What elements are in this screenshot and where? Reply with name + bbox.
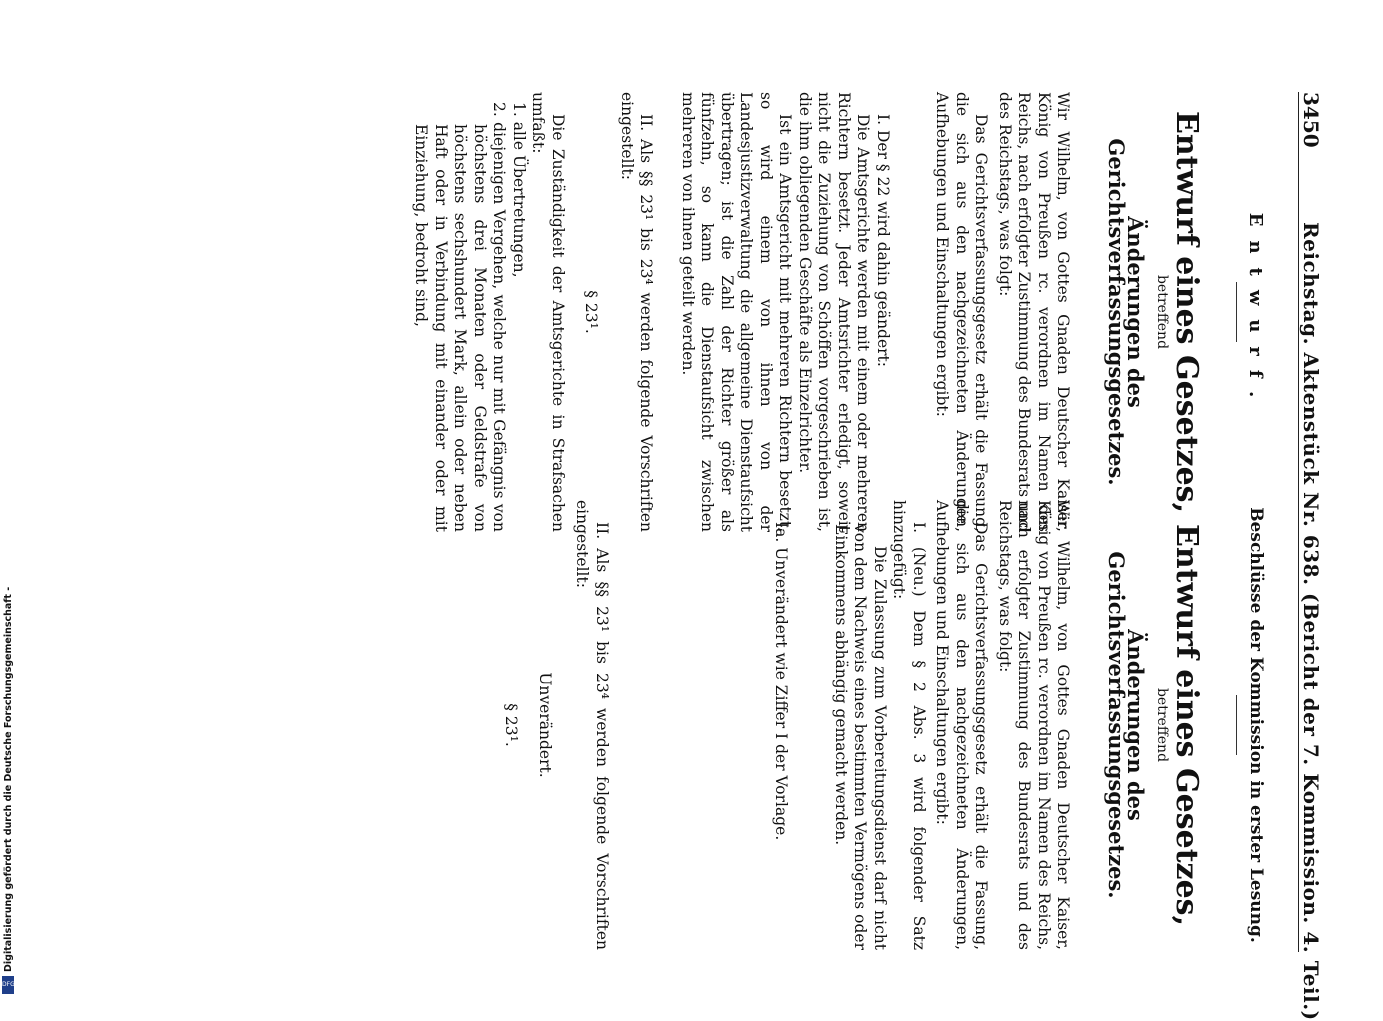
law-subject: Änderungen des Gerichtsverfassungsgesetzes. (1104, 138, 1149, 486)
betreffend-label: betreffend (1154, 274, 1170, 350)
intro-paragraph: Das Gerichtsverfassungsgesetz erhält die Fassung, die sich aus den nachgezeichneten Änderungen, Aufhebungen und Einschaltungen ergibt: (933, 92, 991, 532)
section-1: I. Der § 22 wird dahin geändert: (874, 114, 892, 368)
list-item: 2. diejenigen Vergehen, welche nur mit Gefängnis von höchstens drei Monaten oder Geldstrafe von höchstens sechshundert Mark, allein oder neben Haft oder in Verbindung mit einander oder mit Einziehung, bedroht sind, (412, 102, 509, 532)
column-beschluesse (501, 500, 1265, 950)
header-rule (1298, 92, 1299, 952)
dfg-logo: DFG (2, 976, 14, 994)
section-1-paragraph-2: Ist ein Amtsgericht mit mehreren Richtern besetzt, so wird einem von ihnen von der Landesjustizverwaltung die allgemeine Dienstaufsicht übertragen; ist die Zahl der Richter größer als fünfzehn, so kann die Dienstaufsicht zwischen mehreren von ihnen geteilt werden. (679, 92, 795, 532)
law-subject: Änderungen des Gerichtsverfassungsgesetzes. (1104, 551, 1149, 899)
betreffend-label: betreffend (1154, 687, 1170, 763)
preamble: Wir Wilhelm, von Gottes Gnaden Deutscher Kaiser, König von Preußen rc. verordnen im Namen des Reichs, nach erfolgter Zustimmung des Bundesrats und des Reichstags, was folgt: (996, 92, 1073, 532)
intro-paragraph: Das Gerichtsverfassungsgesetz erhält die Fassung, die sich aus den nachgezeichneten Änderungen, Aufhebungen und Einschaltungen ergibt: (933, 500, 991, 950)
law-title: Entwurf eines Gesetzes, (1169, 523, 1205, 927)
heading-rule (1237, 695, 1238, 755)
unchanged-label: Unverändert. (536, 672, 554, 778)
page-number: 3450 (1299, 92, 1323, 148)
list-item: 1. alle Übertretungen, (510, 102, 528, 278)
section-2: II. Als §§ 23¹ bis 23⁴ werden folgende Vorschriften eingestellt: (618, 92, 656, 532)
column-heading: Entwurf. (1245, 212, 1266, 412)
dfg-note: Digitalisierung gefördert durch die Deutsche Forschungsgemeinschaft - (3, 586, 14, 972)
section-new: I. (Neu.) Dem § 2 Abs. 3 wird folgender Satz hinzugefügt: (890, 500, 928, 950)
section-1a: Ia. Unverändert wie Ziffer I der Vorlage. (772, 522, 791, 841)
law-title: Entwurf eines Gesetzes, (1169, 110, 1205, 514)
dfg-credit (2, 586, 15, 994)
paragraph-number: § 23¹. (582, 290, 601, 334)
section-1-paragraph-1: Die Amtsgerichte werden mit einem oder mehreren Richtern besetzt. Jeder Amtsrichter erledigt, soweit nicht die Zuziehung von Schöffen vorgeschrieben ist, die ihm obliegenden Geschäfte als Einzelrichter. (796, 92, 873, 532)
column-entwurf (411, 92, 1265, 532)
paragraph-number: § 23¹. (502, 703, 521, 747)
section-2: II. Als §§ 23¹ bis 23⁴ werden folgende Vorschriften eingestellt: (573, 500, 611, 950)
header-title: Reichstag. Aktenstück Nr. 638. (Bericht der 7. Kommission. 4. Teil.) (1299, 222, 1323, 1021)
paragraph-text: Die Zuständigkeit der Amtsgerichte in Strafsachen umfaßt: (529, 92, 567, 532)
column-heading: Beschlüsse der Kommission in erster Lesung. (1246, 507, 1266, 943)
heading-rule (1237, 282, 1238, 342)
section-new-text: Die Zulassung zum Vorbereitungsdienst darf nicht von dem Nachweis eines bestimmten Vermögens oder Einkommens abhängig gemacht werden. (832, 524, 889, 950)
preamble: Wir Wilhelm, von Gottes Gnaden Deutscher Kaiser, König von Preußen rc. verordnen im Namen des Reichs, nach erfolgter Zustimmung des Bundesrats und des Reichstags, was folgt: (996, 500, 1073, 950)
